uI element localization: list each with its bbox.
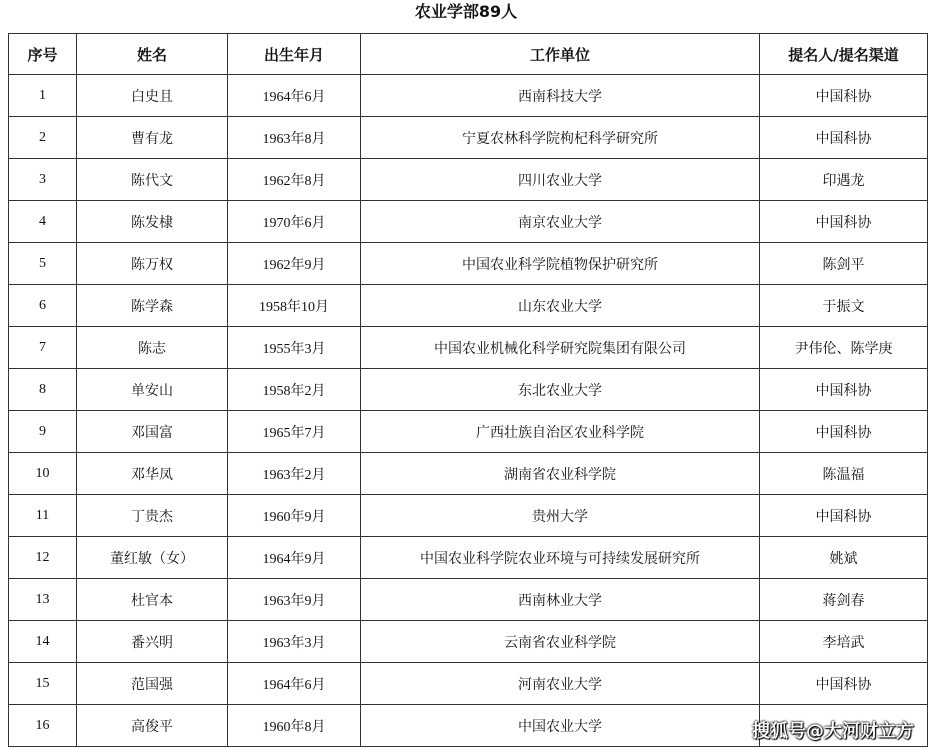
cell-birth: 1958年2月 [228, 369, 361, 411]
table-row [9, 369, 928, 411]
cell-birth: 1963年9月 [228, 579, 361, 621]
cell-index: 5 [9, 243, 77, 285]
cell-workplace: 云南省农业科学院 [361, 621, 760, 663]
cell-birth: 1962年8月 [228, 159, 361, 201]
cell-birth: 1963年2月 [228, 453, 361, 495]
cell-nominator: 陈剑平 [760, 243, 928, 285]
cell-workplace: 中国农业科学院农业环境与可持续发展研究所 [361, 537, 760, 579]
cell-workplace: 四川农业大学 [361, 159, 760, 201]
cell-name: 陈万权 [77, 243, 228, 285]
cell-nominator: 印遇龙 [760, 159, 928, 201]
cell-name: 杜官本 [77, 579, 228, 621]
cell-name: 曹有龙 [77, 117, 228, 159]
cell-index: 2 [9, 117, 77, 159]
cell-nominator: 陈温福 [760, 453, 928, 495]
cell-nominator: 中国科协 [760, 411, 928, 453]
table-row [9, 285, 928, 327]
cell-nominator: 中国科协 [760, 117, 928, 159]
cell-index: 10 [9, 453, 77, 495]
cell-workplace: 山东农业大学 [361, 285, 760, 327]
cell-nominator: 于振文 [760, 285, 928, 327]
table-row [9, 621, 928, 663]
cell-workplace: 南京农业大学 [361, 201, 760, 243]
cell-name: 范国强 [77, 663, 228, 705]
cell-index: 12 [9, 537, 77, 579]
header-name: 姓名 [77, 34, 228, 75]
table-row [9, 453, 928, 495]
cell-index: 1 [9, 75, 77, 117]
cell-index: 16 [9, 705, 77, 747]
cell-index: 4 [9, 201, 77, 243]
cell-workplace: 中国农业科学院植物保护研究所 [361, 243, 760, 285]
cell-nominator: 中国科协 [760, 663, 928, 705]
table-row [9, 495, 928, 537]
cell-workplace: 宁夏农林科学院枸杞科学研究所 [361, 117, 760, 159]
table-row [9, 159, 928, 201]
cell-nominator: 中国科协 [760, 495, 928, 537]
cell-nominator: 中国科协 [760, 201, 928, 243]
cell-birth: 1960年9月 [228, 495, 361, 537]
cell-workplace: 中国农业大学 [361, 705, 760, 747]
cell-nominator: 中国科协 [760, 369, 928, 411]
cell-name: 陈志 [77, 327, 228, 369]
cell-name: 董红敏（女） [77, 537, 228, 579]
cell-nominator: 中国科协 [760, 75, 928, 117]
cell-workplace: 西南林业大学 [361, 579, 760, 621]
cell-workplace: 东北农业大学 [361, 369, 760, 411]
table-row [9, 201, 928, 243]
cell-index: 8 [9, 369, 77, 411]
cell-workplace: 中国农业机械化科学研究院集团有限公司 [361, 327, 760, 369]
academician-table [8, 33, 928, 747]
table-row [9, 663, 928, 705]
cell-workplace: 河南农业大学 [361, 663, 760, 705]
table-row [9, 537, 928, 579]
cell-birth: 1964年9月 [228, 537, 361, 579]
cell-name: 白史且 [77, 75, 228, 117]
cell-index: 7 [9, 327, 77, 369]
header-nominator: 提名人/提名渠道 [760, 34, 928, 75]
cell-name: 高俊平 [77, 705, 228, 747]
cell-name: 番兴明 [77, 621, 228, 663]
watermark: 搜狐号@大河财立方 [752, 721, 914, 742]
cell-birth: 1958年10月 [228, 285, 361, 327]
table-row [9, 579, 928, 621]
cell-nominator: 姚斌 [760, 537, 928, 579]
cell-name: 单安山 [77, 369, 228, 411]
cell-birth: 1963年3月 [228, 621, 361, 663]
cell-index: 9 [9, 411, 77, 453]
table-row [9, 117, 928, 159]
cell-nominator: 蒋剑春 [760, 579, 928, 621]
table-header-row [9, 34, 928, 75]
cell-index: 13 [9, 579, 77, 621]
cell-name: 丁贵杰 [77, 495, 228, 537]
cell-index: 15 [9, 663, 77, 705]
header-index: 序号 [9, 34, 77, 75]
cell-birth: 1964年6月 [228, 663, 361, 705]
cell-index: 6 [9, 285, 77, 327]
cell-birth: 1955年3月 [228, 327, 361, 369]
cell-name: 陈发棣 [77, 201, 228, 243]
cell-index: 14 [9, 621, 77, 663]
cell-workplace: 广西壮族自治区农业科学院 [361, 411, 760, 453]
cell-workplace: 贵州大学 [361, 495, 760, 537]
cell-name: 陈代文 [77, 159, 228, 201]
header-birth: 出生年月 [228, 34, 361, 75]
table-row [9, 243, 928, 285]
cell-birth: 1962年9月 [228, 243, 361, 285]
cell-birth: 1965年7月 [228, 411, 361, 453]
cell-birth: 1960年8月 [228, 705, 361, 747]
table-row [9, 75, 928, 117]
cell-nominator: 尹伟伦、陈学庚 [760, 327, 928, 369]
cell-name: 邓国富 [77, 411, 228, 453]
cell-birth: 1970年6月 [228, 201, 361, 243]
table-row [9, 411, 928, 453]
cell-workplace: 湖南省农业科学院 [361, 453, 760, 495]
cell-workplace: 西南科技大学 [361, 75, 760, 117]
cell-nominator: 李培武 [760, 621, 928, 663]
page-title: 农业学部89人 [414, 2, 518, 21]
cell-birth: 1964年6月 [228, 75, 361, 117]
header-workplace: 工作单位 [361, 34, 760, 75]
cell-name: 邓华凤 [77, 453, 228, 495]
cell-index: 11 [9, 495, 77, 537]
cell-birth: 1963年8月 [228, 117, 361, 159]
cell-index: 3 [9, 159, 77, 201]
cell-name: 陈学森 [77, 285, 228, 327]
table-row [9, 327, 928, 369]
